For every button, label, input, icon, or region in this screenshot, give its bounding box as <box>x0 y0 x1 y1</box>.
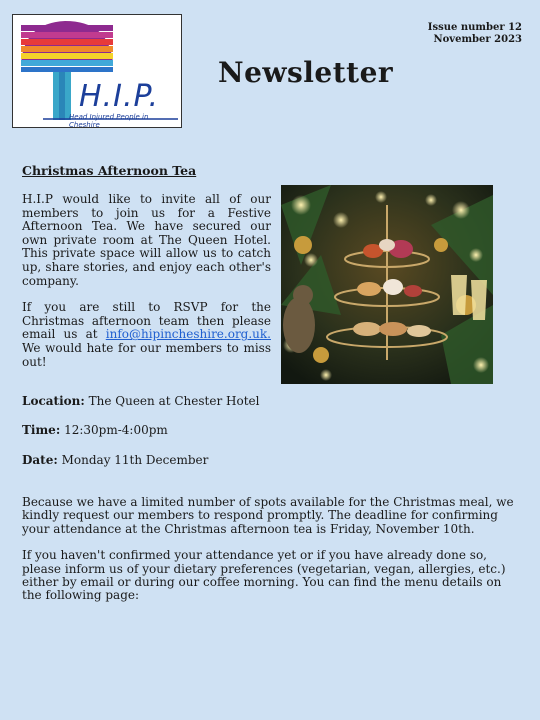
page-title: Newsletter <box>218 56 394 89</box>
rsvp-text-end: We would hate for our members to miss out! <box>22 340 271 369</box>
issue-date: November 2023 <box>433 34 522 45</box>
rsvp-text: If you are still to RSVP for the Christmas afternoon team then please email us at <box>22 300 271 342</box>
article-paragraph-2 <box>22 301 271 369</box>
body-paragraph-2: If you haven't confirmed your attendance yet or if you have already done so, please inform us of your dietary preferences (vegetarian, vegan, allergies, etc.) either by email or during our coffee morning. You can find the menu details on the following page: <box>22 548 506 603</box>
email-link[interactable]: info@hipincheshire.org.uk. <box>105 327 271 342</box>
article-intro <box>22 193 271 382</box>
date-value: Monday 11th December <box>57 452 209 467</box>
issue-number: Issue number 12 <box>427 22 522 33</box>
afternoon-tea-photo <box>281 185 493 384</box>
logo-letters: H.I.P. <box>79 79 159 114</box>
time-value: 12:30pm-4:00pm <box>60 423 168 438</box>
location-row <box>22 392 492 421</box>
hip-logo <box>12 14 182 128</box>
location-label: Location: <box>22 394 85 408</box>
body-paragraph-1: Because we have a limited number of spots available for the Christmas meal, we kindly request our members to respond promptly. The deadline for confirming your attendance at the Christmas afternoon tea is Friday, November 10th. <box>22 495 514 536</box>
date-label: Date: <box>22 452 58 467</box>
time-row <box>22 421 492 450</box>
location-value: The Queen at Chester Hotel <box>84 394 260 408</box>
time-label: Time: <box>22 423 61 438</box>
article-heading: Christmas Afternoon Tea <box>22 163 197 178</box>
body-text <box>22 496 518 616</box>
issue-info <box>428 22 522 46</box>
article-paragraph-1: H.I.P would like to invite all of our members to join us for a Festive Afternoon Tea. We have secured our own private room at The Queen Hotel. This private space will allow us to catch up, share stories, and enjoy each other's company. <box>22 192 271 288</box>
event-details <box>22 392 492 480</box>
date-row <box>22 451 492 480</box>
logo-tagline: Head Injured People in Cheshire <box>69 113 149 129</box>
